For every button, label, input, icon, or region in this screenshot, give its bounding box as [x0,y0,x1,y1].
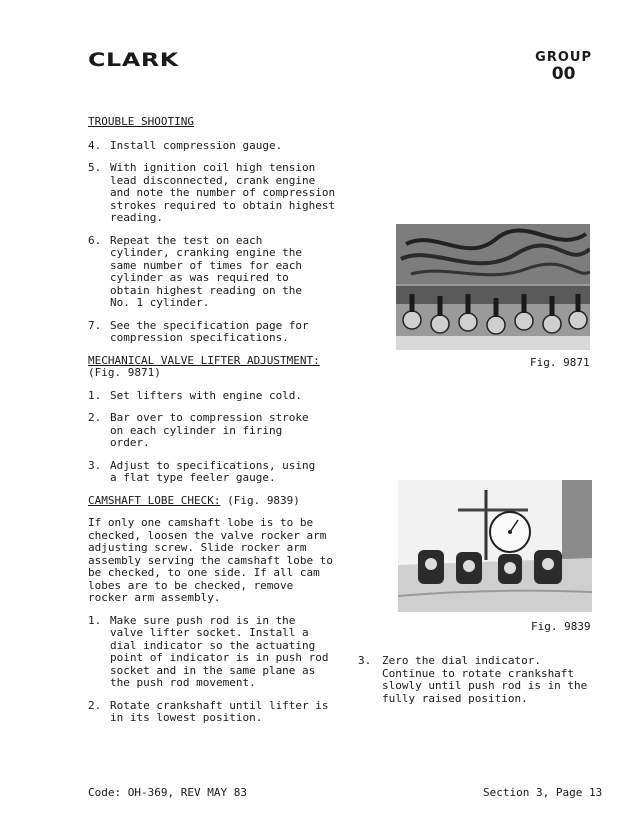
list-item [88,700,343,725]
trouble-shooting-heading: TROUBLE SHOOTING [88,115,194,128]
step-number: 6. [88,233,102,247]
valve-train-photo [396,224,590,350]
step-text: With ignition coil high tension lead disconnected, crank engine and note the number of compression strokes required to obtain highest reading. [110,161,336,224]
list-item [88,235,343,310]
step-number: 1. [88,388,102,402]
camshaft-heading-line [88,495,343,508]
list-item [88,390,343,403]
dial-indicator-photo [398,480,592,612]
group-label-text: GROUP [535,50,592,65]
footer-code: Code: OH-369, REV MAY 83 [88,786,247,799]
step-text: See the specification page for compression specifications. [110,318,309,344]
list-item [88,412,343,450]
list-item [88,615,343,690]
camshaft-heading: CAMSHAFT LOBE CHECK: [88,493,221,507]
step-text: Adjust to specifications, using a flat type feeler gauge. [110,458,316,484]
group-label [535,50,592,83]
step-number: 1. [88,613,102,627]
clark-logo: CLARK [88,49,179,71]
step-number: 2. [88,698,102,712]
list-item [88,162,343,225]
left-column [88,116,343,725]
step-number: 3. [358,654,372,667]
fig-9839-caption: Fig. 9839 [531,620,591,633]
step-number: 4. [88,138,102,152]
step-text: Set lifters with engine cold. [110,388,303,402]
step-text: Repeat the test on each cylinder, cranking engine the same number of times for each cylinder as was required to obtain highest reading on the No. 1 cylinder. [110,233,303,309]
list-item [88,320,343,345]
step-text: Install compression gauge. [110,138,283,152]
valve-lifter-fig-ref: (Fig. 9871) [88,366,161,379]
list-item [358,655,598,705]
list-item [88,140,343,153]
footer-page-number: Section 3, Page 13 [483,786,603,799]
step-number: 2. [88,411,102,424]
step-number: 5. [88,161,102,174]
step-number: 7. [88,318,102,332]
step-number: 3. [88,458,102,472]
step-text: Make sure push rod is in the valve lifter socket. Install a dial indicator so the actuating point of indicator is in push rod socket and in the same plane as the push rod movement. [110,613,329,689]
group-number: 00 [551,64,576,84]
valve-lifter-heading: MECHANICAL VALVE LIFTER ADJUSTMENT: [88,353,320,367]
step-text: Bar over to compression stroke on each cylinder in firing order. [110,411,309,449]
step-text: Zero the dial indicator. Continue to rotate crankshaft slowly until push rod is in the fully raised position. [382,654,588,705]
list-item [88,460,343,485]
fig-9871-caption: Fig. 9871 [530,356,590,369]
camshaft-fig-ref: (Fig. 9839) [227,493,300,507]
camshaft-intro: If only one camshaft lobe is to be checked, loosen the valve rocker arm adjusting screw. Slide rocker arm assembly serving the camshaft lobe to be checked, to one side. If all cam lobes are to be checked, remove rocker arm assembly. [88,516,334,604]
step-text: Rotate crankshaft until lifter is in its lowest position. [110,698,329,724]
